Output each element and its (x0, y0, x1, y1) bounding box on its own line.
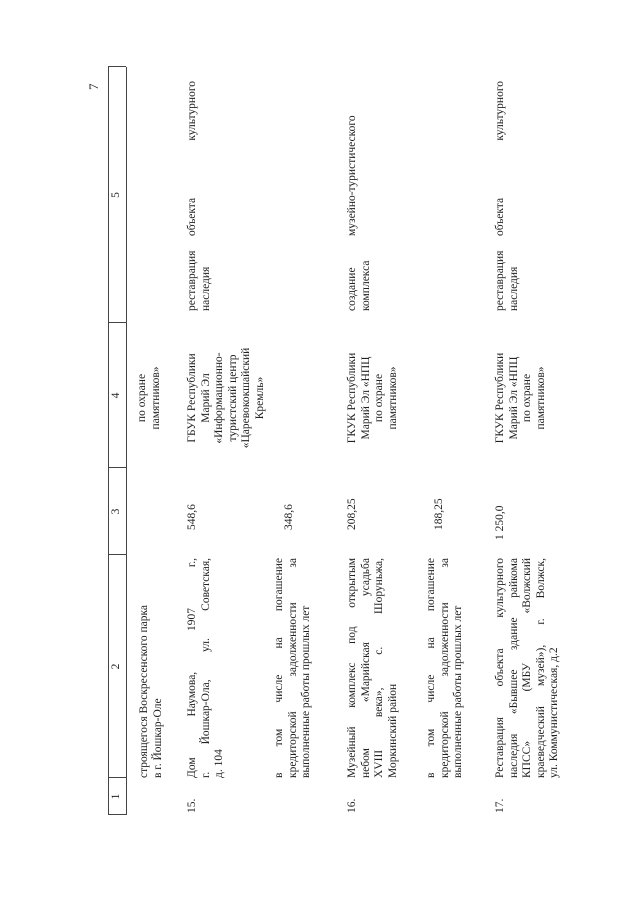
column-header-4: 4 (110, 392, 122, 399)
continuation-object: строящегося Воскресенского парка в г. Йошкар-Оле (138, 604, 164, 778)
row-amount: 1 250,0 (494, 505, 506, 540)
row-object: Дом Наумова, 1907 г., г. Йошкар-Ола, ул. Советская, д. 104 (186, 558, 225, 778)
row-subtext: в том числе на погашение кредиторской задолженности за выполненные работы прошлых лет (273, 558, 312, 778)
row-purpose: реставрация наследия (186, 250, 212, 311)
continuation-customer: по охране памятников» (136, 366, 162, 430)
row-sub-amount: 348,6 (283, 504, 295, 530)
row-number: 16. (346, 798, 358, 813)
row-purpose: создание комплекса (346, 260, 372, 311)
header-bottom-border (126, 67, 127, 815)
row-object: Музейный комплекс под открытым небом «Марийская усадьба XVIII века», с. Шоруньжа, Моркинский район (346, 558, 399, 778)
row-purpose: реставрация наследия (494, 250, 520, 311)
page-number: 7 (86, 83, 101, 90)
row-object: Реставрация объекта культурного наследия «Бывшее здание райкома КПСС» (МБУ «Волжский краеведческий музей»), г. Волжск, ул. Коммунистическая, д.2 (494, 558, 560, 778)
row-purpose-tail: объекта культурного (186, 81, 198, 236)
table-top-border (108, 67, 109, 815)
row-customer: ГКУК Республики Марий Эл «НПЦ по охране памятников» (494, 352, 547, 444)
column-header-3: 3 (110, 508, 122, 515)
column-header-2: 2 (110, 663, 122, 670)
row-sub-amount: 188,25 (433, 498, 445, 530)
row-amount: 548,6 (186, 504, 198, 530)
column-header-1: 1 (110, 793, 122, 800)
column-header-5: 5 (110, 192, 122, 198)
row-amount: 208,25 (346, 498, 358, 530)
row-customer: ГБУК Республики Марий Эл «Информационно- туристский центр «Царевококшайский Кремль» (186, 347, 266, 449)
row-customer: ГКУК Республики Марий Эл «НПЦ по охране памятников» (346, 352, 399, 444)
row-number: 17. (494, 798, 506, 813)
row-subtext: в том числе на погашение кредиторской задолженности за выполненные работы прошлых лет (425, 558, 464, 778)
row-number: 15. (186, 798, 198, 813)
row-purpose-tail: музейно-туристического (346, 115, 358, 236)
row-purpose-tail: объекта культурного (494, 81, 506, 236)
